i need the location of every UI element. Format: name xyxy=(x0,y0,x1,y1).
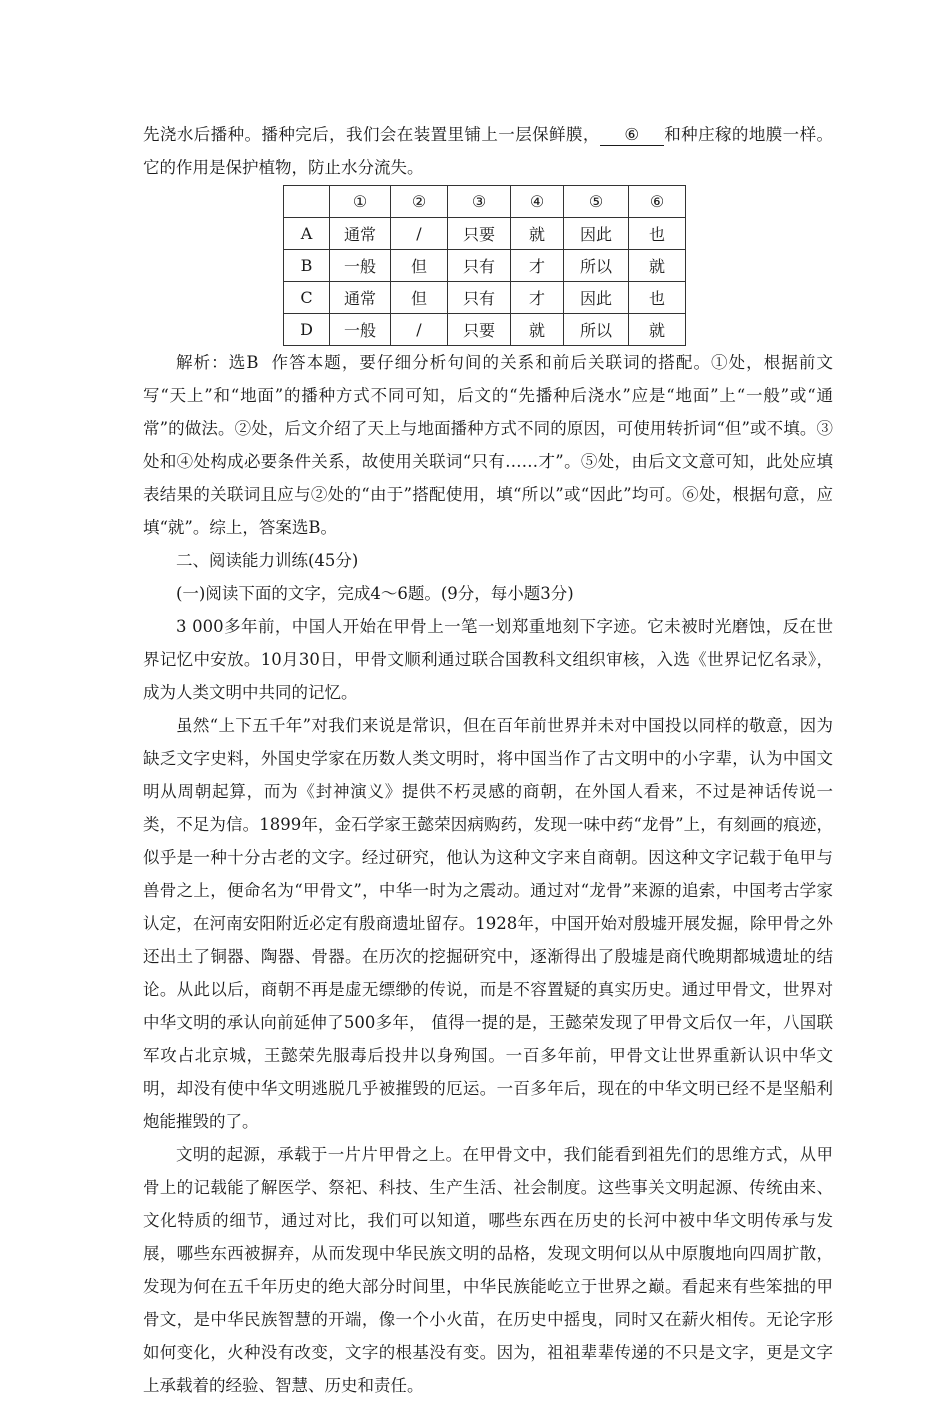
table-cell: 因此 xyxy=(564,218,629,250)
table-cell: 只有 xyxy=(448,282,511,314)
table-cell: 就 xyxy=(511,218,564,250)
table-cell: 就 xyxy=(511,314,564,346)
passage-paragraph-2: 虽然“上下五千年”对我们来说是常识，但在百年前世界并未对中国投以同样的敬意，因为缺乏文字史料，外国史学家在历数人类文明时，将中国当作了古文明中的小字辈，认为中国文明从周朝起算，而为《封神演义》提供不朽灵感的商朝，在外国人看来，不过是神话传说一类，不足为信。1899年，金石学家王懿荣因病购药，发现一味中药“龙骨”上，有刻画的痕迹，似乎是一种十分古老的文字。经过研究，他认为这种文字来自商朝。因这种文字记载于龟甲与兽骨之上，便命名为“甲骨文”，中华一时为之震动。通过对“龙骨”来源的追索，中国考古学家认定，在河南安阳附近必定有殷商遗址留存。1928年，中国开始对殷墟开展发掘，除甲骨之外还出土了铜器、陶器、骨器。在历次的挖掘研究中，逐渐得出了殷墟是商代晚期都城遗址的结论。从此以后，商朝不再是虚无缥缈的传说，而是不容置疑的真实历史。通过甲骨文，世界对中华文明的承认向前延伸了500多年， 值得一提的是，王懿荣发现了甲骨文后仅一年，八国联军攻占北京城，王懿荣先服毒后投井以身殉国。一百多年前，甲骨文让世界重新认识中华文明，却没有使中华文明逃脱几乎被摧毁的厄运。一百多年后，现在的中华文明已经不是坚船利炮能摧毁的了。 xyxy=(143,716,833,1131)
table-cell: 所以 xyxy=(564,250,629,282)
table-cell: 只要 xyxy=(448,314,511,346)
table-cell: 一般 xyxy=(330,314,391,346)
table-cell: 通常 xyxy=(330,282,391,314)
table-cell: 也 xyxy=(629,282,686,314)
table-cell: / xyxy=(391,314,448,346)
table-cell: 只要 xyxy=(448,218,511,250)
table-cell: 也 xyxy=(629,218,686,250)
table-cell: D xyxy=(284,314,330,346)
table-cell: 因此 xyxy=(564,282,629,314)
table-cell: 就 xyxy=(629,314,686,346)
table-cell: 一般 xyxy=(330,250,391,282)
intro-paragraph xyxy=(143,118,833,184)
analysis-paragraph xyxy=(143,346,833,544)
table-cell: ③ xyxy=(448,186,511,218)
passage-paragraph-3: 文明的起源，承载于一片片甲骨之上。在甲骨文中，我们能看到祖先们的思维方式，从甲骨上的记载能了解医学、祭祀、科技、生产生活、社会制度。这些事关文明起源、传统由来、文化特质的细节，通过对比，我们可以知道，哪些东西在历史的长河中被中华文明传承与发展，哪些东西被摒弃，从而发现中华民族文明的品格，发现文明何以从中原腹地向四周扩散，发现为何在五千年历史的绝大部分时间里，中华民族能屹立于世界之巅。看起来有些笨拙的甲骨文，是中华民族智慧的开端，像一个小火苗，在历史中摇曳，同时又在薪火相传。无论字形如何变化，火种没有改变，文字的根基没有变。因为，祖祖辈辈传递的不只是文字，更是文字上承载着的经验、智慧、历史和责任。 xyxy=(143,1145,833,1395)
fill-blank-6: ⑥ xyxy=(600,125,664,146)
table-cell: ① xyxy=(330,186,391,218)
table-cell: 才 xyxy=(511,250,564,282)
table-cell xyxy=(284,186,330,218)
table-row-b xyxy=(284,250,686,282)
table-cell: ⑥ xyxy=(629,186,686,218)
table-cell: 只有 xyxy=(448,250,511,282)
answer-options-table xyxy=(283,185,686,346)
table-cell: 通常 xyxy=(330,218,391,250)
subsection-title: (一)阅读下面的文字，完成4～6题。(9分，每小题3分) xyxy=(176,584,574,603)
table-cell: B xyxy=(284,250,330,282)
intro-before-blank: 先浇水后播种。播种完后，我们会在装置里铺上一层保鲜膜， xyxy=(143,125,600,144)
analysis-label: 解析：选B xyxy=(176,353,259,372)
document-page xyxy=(143,118,833,1402)
section-title: 二、阅读能力训练(45分) xyxy=(176,551,359,570)
table-cell: 所以 xyxy=(564,314,629,346)
table-cell: ④ xyxy=(511,186,564,218)
table-header-row xyxy=(284,186,686,218)
table-row-c xyxy=(284,282,686,314)
table-cell: 但 xyxy=(391,282,448,314)
passage-paragraph-1: 3 000多年前，中国人开始在甲骨上一笔一划郑重地刻下字迹。它未被时光磨蚀，反在世界记忆中安放。10月30日，甲骨文顺利通过联合国教科文组织审核，入选《世界记忆名录》，成为人类文明中共同的记忆。 xyxy=(143,617,833,702)
table-cell: A xyxy=(284,218,330,250)
table-cell: 才 xyxy=(511,282,564,314)
table-cell: ② xyxy=(391,186,448,218)
table-cell: C xyxy=(284,282,330,314)
table-cell: 但 xyxy=(391,250,448,282)
table-cell: ⑤ xyxy=(564,186,629,218)
intro-after-blank: 和种庄稼的地膜一样。它的作用是保护植物，防止水分流失。 xyxy=(143,125,834,177)
table-row-d xyxy=(284,314,686,346)
table-cell: / xyxy=(391,218,448,250)
table-cell: 就 xyxy=(629,250,686,282)
table-row-a xyxy=(284,218,686,250)
analysis-text: 作答本题，要仔细分析句间的关系和前后关联词的搭配。①处，根据前文写“天上”和“地面”的播种方式不同可知，后文的“先播种后浇水”应是“地面”上“一般”或“通常”的做法。②处，后文介绍了天上与地面播种方式不同的原因，可使用转折词“但”或不填。③处和④处构成必要条件关系，故使用关联词“只有……才”。⑤处，由后文文意可知，此处应填表结果的关联词且应与②处的“由于”搭配使用，填“所以”或“因此”均可。⑥处，根据句意，应填“就”。综上，答案选B。 xyxy=(143,353,833,537)
